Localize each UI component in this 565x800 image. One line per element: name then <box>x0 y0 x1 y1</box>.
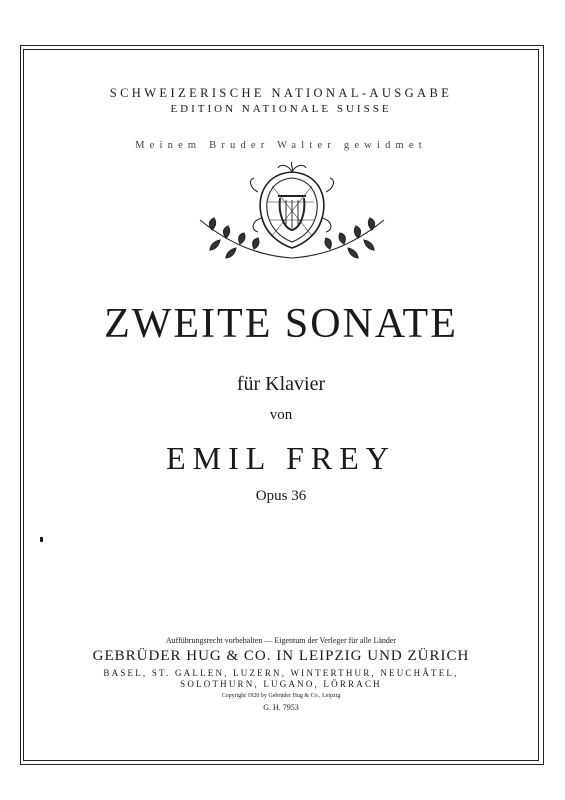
work-title: ZWEITE SONATE <box>104 301 458 347</box>
by-label: von <box>269 407 293 423</box>
plate-number: G. H. 7953 <box>263 703 299 712</box>
series-title: SCHWEIZERISCHE NATIONAL-AUSGABE <box>109 86 453 100</box>
publisher-cities: BASEL, ST. GALLEN, LUZERN, WINTERTHUR, NEUCHÂTEL, <box>103 668 459 678</box>
edition-title: EDITION NATIONALE SUISSE <box>170 103 392 115</box>
publisher-cities-2: SOLOTHURN, LUGANO, LÖRRACH <box>180 679 382 689</box>
lyre-wreath-icon <box>192 158 392 270</box>
copyright-notice: Copyright 1920 by Gebrüder Hug & Co., Leipzig <box>221 693 341 699</box>
opus-number: Opus 36 <box>255 488 307 504</box>
publisher-name: GEBRÜDER HUG & CO. IN LEIPZIG UND ZÜRICH <box>92 648 470 664</box>
dedication: Meinem Bruder Walter gewidmet <box>135 140 427 151</box>
composer-name: EMIL FREY <box>166 440 396 476</box>
ink-speck <box>40 537 43 542</box>
rights-notice: Aufführungsrecht vorbehalten — Eigentum der Verleger für alle Länder <box>165 636 397 645</box>
instrumentation: für Klavier <box>236 373 326 395</box>
